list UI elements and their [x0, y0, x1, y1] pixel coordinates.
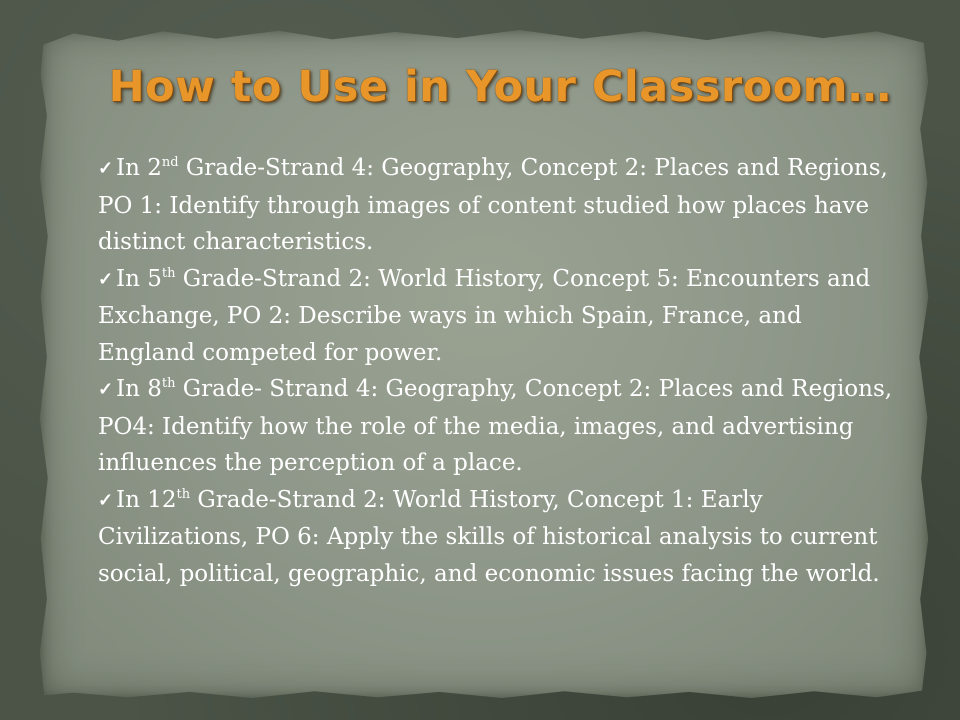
list-item [98, 482, 898, 593]
item-prefix: In 12 [116, 486, 177, 513]
item-text: Grade-Strand 2: World History, Concept 1: Early Civilizations, PO 6: Apply the skills of historical analysis to current social, political, geographic, and economic issues facing the world. [98, 486, 880, 587]
checkmark-icon: ✓ [98, 489, 114, 511]
item-ordinal: th [161, 376, 176, 391]
item-ordinal: nd [161, 155, 179, 170]
item-ordinal: th [161, 265, 176, 281]
checkmark-icon: ✓ [98, 268, 114, 290]
checkmark-icon: ✓ [98, 158, 114, 179]
item-prefix: In 8 [116, 376, 162, 402]
item-prefix: In 5 [116, 265, 162, 292]
slide-title: How to Use in Your Classroom… [108, 62, 892, 112]
bullet-list [98, 150, 898, 592]
list-item [98, 261, 898, 372]
list-item [98, 150, 898, 261]
list-item [98, 371, 898, 482]
item-prefix: In 2 [116, 155, 162, 181]
item-text: Grade- Strand 4: Geography, Concept 2: Places and Regions, PO4: Identify how the role of the media, images, and advertising influences the perception of a place. [98, 376, 893, 476]
item-ordinal: th [176, 486, 191, 502]
item-text: Grade-Strand 4: Geography, Concept 2: Places and Regions, PO 1: Identify through images of content studied how places have distinct characteristics. [98, 155, 888, 255]
item-text: Grade-Strand 2: World History, Concept 5: Encounters and Exchange, PO 2: Describe ways in which Spain, France, and England competed for power. [98, 265, 871, 366]
checkmark-icon: ✓ [98, 379, 114, 400]
